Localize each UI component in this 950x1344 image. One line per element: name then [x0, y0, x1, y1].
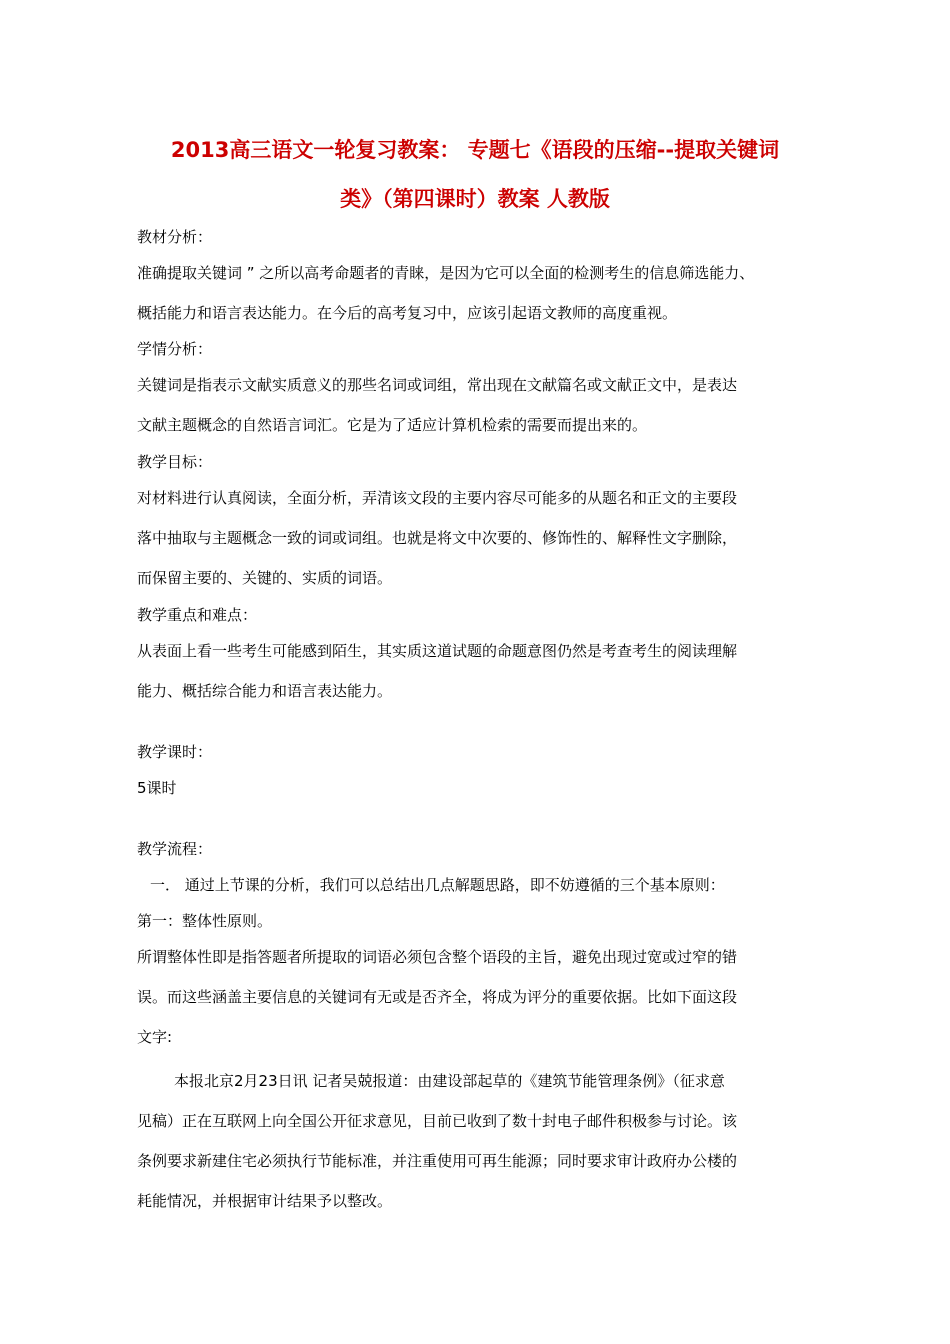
section-heading-process: 教学流程： — [137, 840, 213, 858]
document-title-line-1: 2013高三语文一轮复习教案： 专题七《语段的压缩--提取关键词 — [170, 138, 780, 162]
paragraph-line: 关键词是指表示文献实质意义的那些名词或词组，常出现在文献篇名或文献正文中，是表达 — [137, 376, 738, 394]
quoted-paragraph-line: 本报北京2月23日讯 记者吴兢报道：由建设部起草的《建筑节能管理条例》（征求意 — [174, 1072, 725, 1090]
numbered-item: 一． 通过上节课的分析，我们可以总结出几点解题思路，即不妨遵循的三个基本原则： — [150, 876, 725, 894]
paragraph-line: 准确提取关键词 ” 之所以高考命题者的青睐，是因为它可以全面的检测考生的信息筛选能力、 — [137, 264, 755, 282]
hours-value: 5课时 — [137, 779, 177, 797]
section-heading-materials: 教材分析： — [137, 228, 213, 246]
paragraph-line: 文字: — [137, 1028, 173, 1046]
paragraph-line: 文献主题概念的自然语言词汇。它是为了适应计算机检索的需要而提出来的。 — [137, 416, 648, 434]
paragraph-line: 所谓整体性即是指答题者所提取的词语必须包含整个语段的主旨，避免出现过宽或过窄的错 — [137, 948, 738, 966]
document-title-line-2: 类》（第四课时）教案 人教版 — [340, 187, 610, 211]
paragraph-line: 而保留主要的、关键的、实质的词语。 — [137, 569, 393, 587]
quoted-paragraph-line: 耗能情况，并根据审计结果予以整改。 — [137, 1192, 393, 1210]
section-heading-key-points: 教学重点和难点： — [137, 606, 258, 624]
paragraph-line: 落中抽取与主题概念一致的词或词组。也就是将文中次要的、修饰性的、解释性文字删除， — [137, 529, 738, 547]
paragraph-line: 从表面上看一些考生可能感到陌生，其实质这道试题的命题意图仍然是考查考生的阅读理解 — [137, 642, 738, 660]
principle-heading: 第一：整体性原则。 — [137, 912, 273, 930]
section-heading-goals: 教学目标： — [137, 453, 213, 471]
paragraph-line: 能力、概括综合能力和语言表达能力。 — [137, 682, 393, 700]
paragraph-line: 对材料进行认真阅读，全面分析，弄清该文段的主要内容尽可能多的从题名和正文的主要段 — [137, 489, 738, 507]
quoted-paragraph-line: 见稿）正在互联网上向全国公开征求意见，目前已收到了数十封电子邮件积极参与讨论。该 — [137, 1112, 738, 1130]
paragraph-line: 概括能力和语言表达能力。在今后的高考复习中，应该引起语文教师的高度重视。 — [137, 304, 678, 322]
paragraph-line: 误。而这些涵盖主要信息的关键词有无或是否齐全，将成为评分的重要依据。比如下面这段 — [137, 988, 738, 1006]
section-heading-hours: 教学课时： — [137, 743, 213, 761]
quoted-paragraph-line: 条例要求新建住宅必须执行节能标准，并注重使用可再生能源；同时要求审计政府办公楼的 — [137, 1152, 738, 1170]
section-heading-students: 学情分析： — [137, 340, 213, 358]
